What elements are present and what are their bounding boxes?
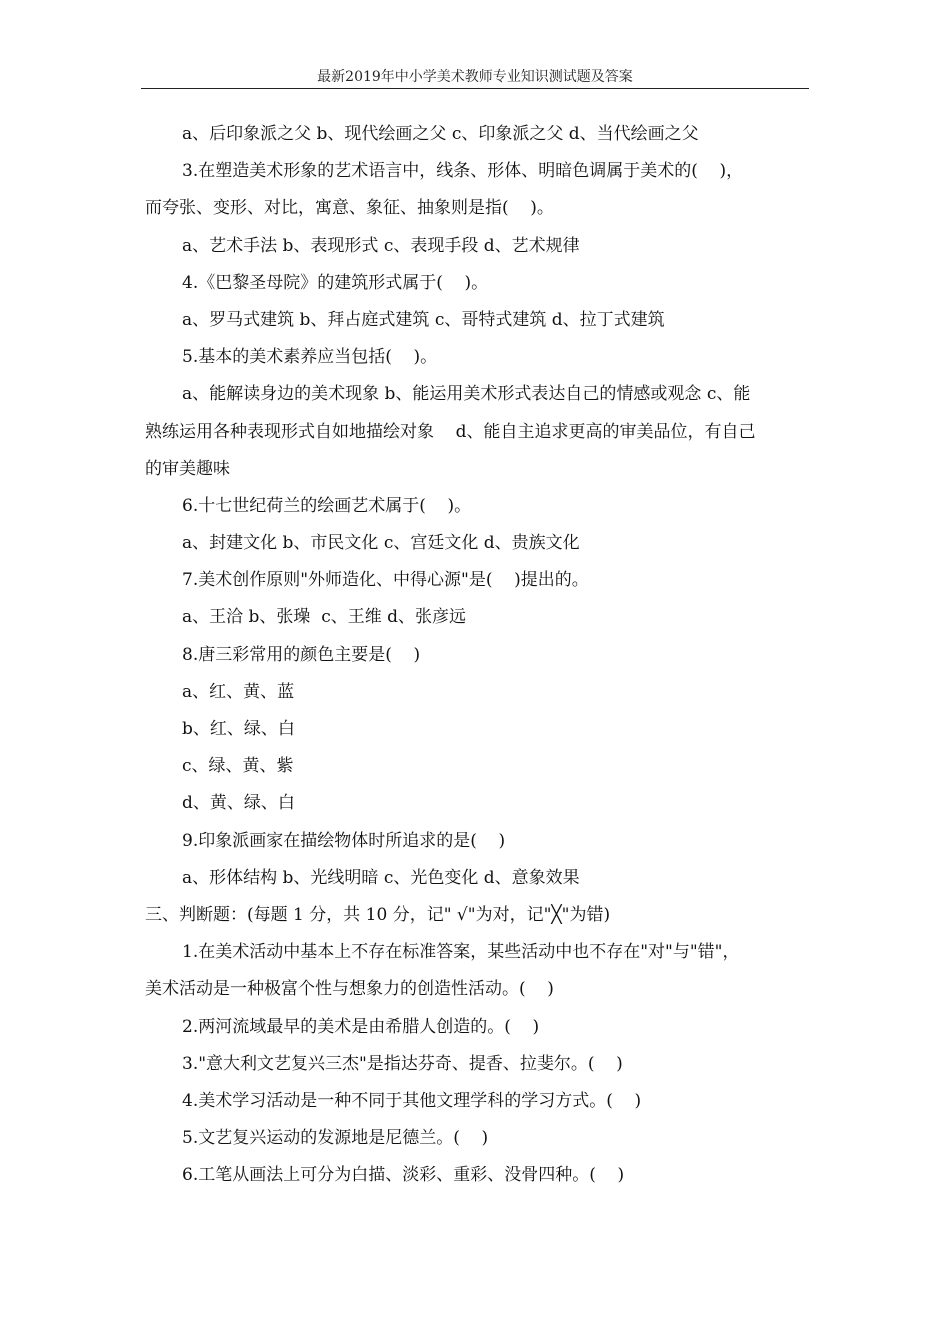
text-line: 6.工笔从画法上可分为白描、淡彩、重彩、没骨四种。( )	[182, 1165, 625, 1186]
text-line: 4.美术学习活动是一种不同于其他文理学科的学习方式。( )	[182, 1090, 642, 1111]
text-line: 4.《巴黎圣母院》的建筑形式属于( )。	[182, 272, 489, 293]
text-line: 6.十七世纪荷兰的绘画艺术属于( )。	[182, 495, 472, 516]
text-line: a、罗马式建筑 b、拜占庭式建筑 c、哥特式建筑 d、拉丁式建筑	[182, 309, 665, 330]
text-line: a、能解读身边的美术现象 b、能运用美术形式表达自己的情感或观念 c、能	[182, 384, 751, 405]
text-line: 1.在美术活动中基本上不存在标准答案，某些活动中也不存在"对"与"错"，	[182, 942, 740, 963]
text-line: 3."意大利文艺复兴三杰"是指达芬奇、提香、拉斐尔。( )	[182, 1053, 623, 1074]
text-line: a、封建文化 b、市民文化 c、宫廷文化 d、贵族文化	[182, 533, 580, 554]
text-line: d、黄、绿、白	[182, 793, 295, 814]
text-line: 5.文艺复兴运动的发源地是尼德兰。( )	[182, 1128, 489, 1149]
text-line: c、绿、黄、紫	[182, 756, 294, 777]
text-line: 的审美趣味	[145, 458, 230, 479]
text-line: 8.唐三彩常用的颜色主要是( )	[182, 644, 421, 665]
text-line: a、艺术手法 b、表现形式 c、表现手段 d、艺术规律	[182, 235, 580, 256]
text-line: 9.印象派画家在描绘物体时所追求的是( )	[182, 830, 506, 851]
text-line: 美术活动是一种极富个性与想象力的创造性活动。( )	[145, 979, 554, 1000]
header-rule	[141, 88, 809, 89]
text-line: 而夸张、变形、对比，寓意、象征、抽象则是指( )。	[145, 198, 554, 219]
text-line: 熟练运用各种表现形式自如地描绘对象 d、能自主追求更高的审美品位，有自己	[145, 421, 756, 442]
text-line: a、红、黄、蓝	[182, 681, 295, 702]
text-line: 三、判断题：(每题 1 分，共 10 分，记" √"为对，记"╳"为错)	[145, 904, 611, 925]
text-line: a、王洽 b、张璪 c、王维 d、张彦远	[182, 607, 467, 628]
text-line: b、红、绿、白	[182, 719, 295, 739]
text-line: a、后印象派之父 b、现代绘画之父 c、印象派之父 d、当代绘画之父	[182, 124, 699, 144]
text-line: 5.基本的美术素养应当包括( )。	[182, 347, 438, 368]
document-body	[145, 116, 809, 1194]
text-line: 7.美术创作原则"外师造化、中得心源"是( )提出的。	[182, 570, 589, 591]
text-line: a、形体结构 b、光线明暗 c、光色变化 d、意象效果	[182, 867, 580, 888]
text-line: 2.两河流域最早的美术是由希腊人创造的。( )	[182, 1016, 540, 1037]
page-header: 最新2019年中小学美术教师专业知识测试题及答案	[317, 69, 633, 85]
text-line: 3.在塑造美术形象的艺术语言中，线条、形体、明暗色调属于美术的( )，	[182, 161, 744, 182]
